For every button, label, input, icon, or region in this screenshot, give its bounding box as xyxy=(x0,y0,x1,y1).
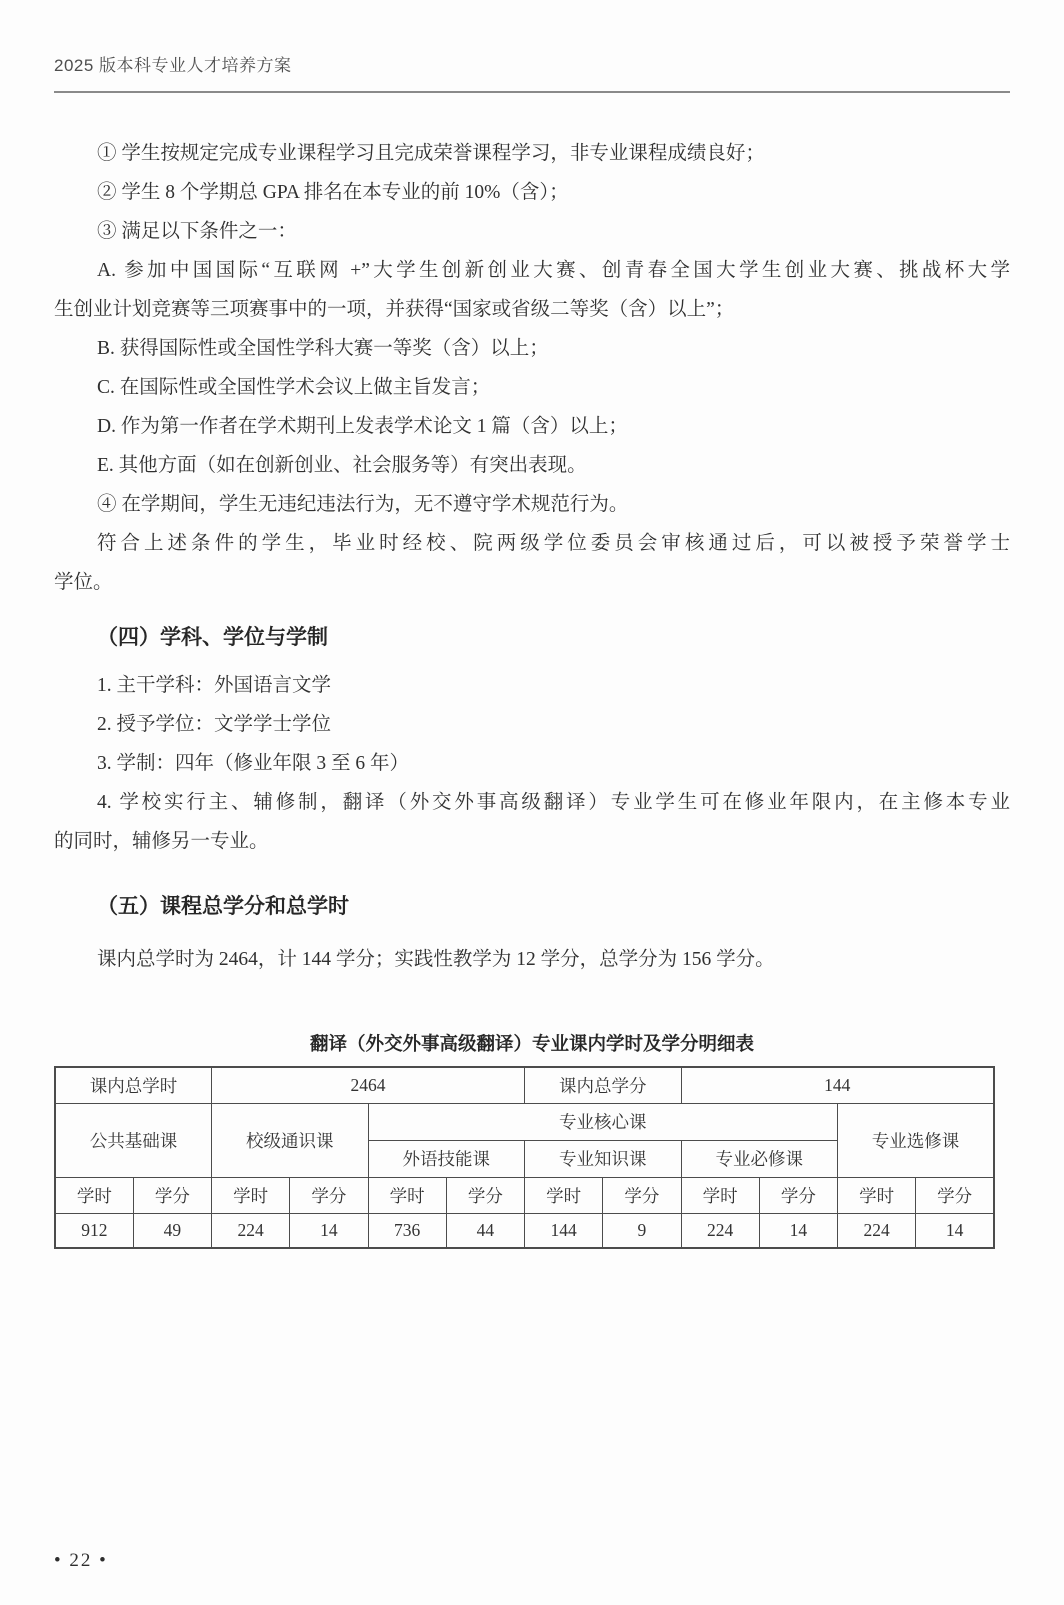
cell-group-major-elective: 专业选修课 xyxy=(838,1103,995,1177)
table-title: 翻译（外交外事高级翻译）专业课内学时及学分明细表 xyxy=(309,1033,754,1054)
cell-unit-credits: 学分 xyxy=(603,1177,681,1213)
cell-value-foreign-skill-credits: 44 xyxy=(446,1213,524,1248)
cell-unit-credits: 学分 xyxy=(916,1177,994,1213)
cell-total-credits-value: 144 xyxy=(681,1067,994,1103)
text-line: 3. 学制：四年（修业年限 3 至 6 年） xyxy=(97,753,410,774)
cell-value-public-basic-hours: 912 xyxy=(55,1213,133,1248)
text-line: D. 作为第一作者在学术期刊上发表学术论文 1 篇（含）以上； xyxy=(97,416,628,437)
text-line: 4. 学校实行主、辅修制，翻译（外交外事高级翻译）专业学生可在修业年限内，在主修本专业 xyxy=(97,792,1010,813)
text-line: B. 获得国际性或全国性学科大赛一等奖（含）以上； xyxy=(97,338,549,359)
running-header xyxy=(54,0,1010,93)
cell-unit-hours: 学时 xyxy=(525,1177,603,1213)
text-line: 学位。 xyxy=(54,572,113,593)
cell-total-credits-label: 课内总学分 xyxy=(525,1067,682,1103)
cell-value-major-required-credits: 14 xyxy=(759,1213,837,1248)
cell-value-public-basic-credits: 49 xyxy=(133,1213,211,1248)
cell-unit-credits: 学分 xyxy=(446,1177,524,1213)
table-unit-header-row xyxy=(55,1177,994,1213)
cell-group-major-core: 专业核心课 xyxy=(368,1103,838,1140)
cell-subgroup-major-knowledge: 专业知识课 xyxy=(525,1140,682,1177)
text-line: ④ 在学期间，学生无违纪违法行为，无不遵守学术规范行为。 xyxy=(97,494,629,515)
section-five-body xyxy=(54,940,1010,979)
text-line: 2. 授予学位：文学学士学位 xyxy=(97,714,332,735)
cell-value-major-required-hours: 224 xyxy=(681,1213,759,1248)
section-five-heading: （五）课程总学分和总学时 xyxy=(97,895,349,918)
text-line: 的同时，辅修另一专业。 xyxy=(54,831,269,852)
text-line: E. 其他方面（如在创新创业、社会服务等）有突出表现。 xyxy=(97,455,587,476)
cell-value-major-knowledge-credits: 9 xyxy=(603,1213,681,1248)
cell-value-major-elective-credits: 14 xyxy=(916,1213,994,1248)
text-line: 1. 主干学科：外国语言文学 xyxy=(97,675,332,696)
section-four-heading: （四）学科、学位与学制 xyxy=(97,626,328,649)
cell-subgroup-foreign-skill: 外语技能课 xyxy=(368,1140,525,1177)
cell-unit-hours: 学时 xyxy=(368,1177,446,1213)
credit-hours-table xyxy=(54,1066,995,1249)
table-values-row xyxy=(55,1213,994,1248)
cell-total-hours-value: 2464 xyxy=(212,1067,525,1103)
section-four-body xyxy=(54,666,1010,861)
cell-unit-hours: 学时 xyxy=(212,1177,290,1213)
table-summary-row xyxy=(55,1067,994,1103)
cell-group-university-general: 校级通识课 xyxy=(212,1103,369,1177)
text-line: ① 学生按规定完成专业课程学习且完成荣誉课程学习，非专业课程成绩良好； xyxy=(97,143,765,164)
document-header-title: 2025 版本科专业人才培养方案 xyxy=(54,56,292,75)
page-number: • 22 • xyxy=(54,1550,108,1571)
cell-group-public-basic: 公共基础课 xyxy=(55,1103,212,1177)
text-line: C. 在国际性或全国性学术会议上做主旨发言； xyxy=(97,377,491,398)
cell-value-foreign-skill-hours: 736 xyxy=(368,1213,446,1248)
cell-unit-hours: 学时 xyxy=(838,1177,916,1213)
cell-unit-hours: 学时 xyxy=(681,1177,759,1213)
text-line: 课内总学时为 2464，计 144 学分；实践性教学为 12 学分，总学分为 156 学分。 xyxy=(97,949,775,970)
cell-total-hours-label: 课内总学时 xyxy=(55,1067,212,1103)
cell-value-major-knowledge-hours: 144 xyxy=(525,1213,603,1248)
cell-unit-credits: 学分 xyxy=(133,1177,211,1213)
cell-subgroup-major-required: 专业必修课 xyxy=(681,1140,838,1177)
text-line: 生创业计划竞赛等三项赛事中的一项，并获得“国家或省级二等奖（含）以上”； xyxy=(54,299,735,320)
cell-value-university-general-hours: 224 xyxy=(212,1213,290,1248)
table-group-header-row xyxy=(55,1103,994,1140)
cell-value-major-elective-hours: 224 xyxy=(838,1213,916,1248)
cell-unit-credits: 学分 xyxy=(290,1177,368,1213)
cell-value-university-general-credits: 14 xyxy=(290,1213,368,1248)
cell-unit-hours: 学时 xyxy=(55,1177,133,1213)
cell-unit-credits: 学分 xyxy=(759,1177,837,1213)
honors-conditions-section xyxy=(54,134,1010,602)
text-line: ② 学生 8 个学期总 GPA 排名在本专业的前 10%（含）； xyxy=(97,182,569,203)
text-line: ③ 满足以下条件之一： xyxy=(97,221,297,242)
text-line: A. 参加中国国际“互联网 +”大学生创新创业大赛、创青春全国大学生创业大赛、挑战杯大学 xyxy=(97,260,1010,281)
header-rule xyxy=(54,91,1010,93)
text-line: 符合上述条件的学生，毕业时经校、院两级学位委员会审核通过后，可以被授予荣誉学士 xyxy=(97,533,1010,554)
